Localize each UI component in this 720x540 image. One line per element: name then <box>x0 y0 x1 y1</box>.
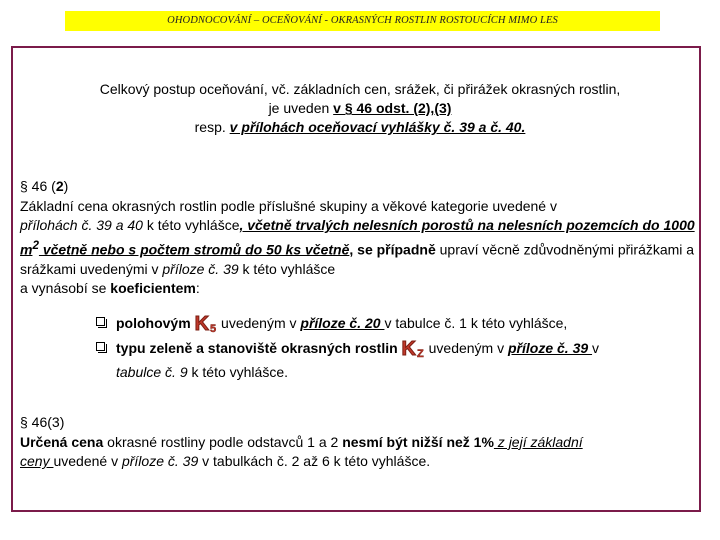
intro-text: , vč. základních cen, srážek, či přirážek okrasných rostlin, <box>263 81 621 97</box>
intro-text: Celkový postup oceňování <box>99 81 264 97</box>
annex-reference: přílohách č. 39 a 40 <box>20 217 143 233</box>
coefficient-label: koeficientem <box>110 280 196 297</box>
intro-annex-reference: v přílohách oceňovací vyhlášky č. 39 a č. 40. <box>229 119 526 135</box>
list-item <box>96 312 696 337</box>
section-text: uvedené v <box>53 453 122 469</box>
list-item-text: v tabulce č. 1 k této vyhlášce, <box>384 315 568 331</box>
section-text: okrasné rostliny podle odstavců 1 a 2 <box>103 433 343 450</box>
section-text: k této vyhlášce <box>238 260 336 277</box>
table-reference: tabulce č. 9 <box>116 364 188 380</box>
list-item <box>96 337 696 382</box>
section-text: : <box>195 280 200 297</box>
list-item-label: typu zeleně a stanoviště okrasných rostlin <box>116 340 398 356</box>
intro-text: je uveden <box>268 100 334 116</box>
checkbox-bullet-icon <box>96 312 105 332</box>
emphasis-text: nesmí být nižší než 1% <box>342 433 494 450</box>
emphasis-text: Určená cena <box>20 433 104 450</box>
section-text: Základní cena okrasných rostlin podle příslušné skupiny a věkové kategorie uvedené v <box>20 197 557 214</box>
section-text: v tabulkách č. 2 až 6 k této vyhlášce. <box>198 453 431 469</box>
section-46-2 <box>20 177 700 299</box>
section-text: věcně zdůvodněnými přirážkami a srážkami uvedenými v <box>20 241 695 277</box>
annex-reference: příloze č. 39 <box>508 340 593 356</box>
list-item-text: k této vyhlášce. <box>187 364 288 380</box>
intro-paragraph <box>30 80 690 137</box>
section-text: upraví <box>439 241 479 258</box>
section-heading: ) <box>63 178 69 194</box>
list-item-text: uvedeným v <box>217 315 301 331</box>
section-46-3 <box>20 413 700 472</box>
list-item-label: polohovým <box>116 315 191 331</box>
section-heading: § 46(3) <box>20 414 65 430</box>
section-heading: § 46 ( <box>20 178 56 194</box>
header-banner: OHODNOCOVÁNÍ – OCEŇOVÁNÍ - OKRASNÝCH ROSTLIN ROSTOUCÍCH MIMO LES <box>65 11 660 31</box>
superscript: 2 <box>32 238 39 252</box>
intro-reference: v § 46 odst. (2),(3) <box>333 100 452 116</box>
annex-reference: příloze č. 39 <box>121 453 199 469</box>
section-text: k této vyhlášce <box>142 217 240 233</box>
kz-coefficient-icon: $K_Z$ <box>401 338 425 360</box>
list-item-text: uvedeným v <box>424 340 508 356</box>
annex-reference: příloze č. 39 <box>162 260 239 277</box>
section-text: , se případně <box>349 241 436 258</box>
emphasis-text: , včetně trvalých nelesních porostů na nelesních pozemcích do 1000 m <box>20 217 695 258</box>
section-text: a vynásobí se <box>20 280 111 297</box>
annex-reference: příloze č. 20 <box>300 315 385 331</box>
section-text: z její základní <box>493 433 583 450</box>
intro-text: resp. <box>194 119 230 135</box>
section-heading-number: 2 <box>55 178 64 194</box>
section-text: ceny <box>20 453 54 469</box>
checkbox-bullet-icon <box>96 337 105 357</box>
k5-coefficient-icon: $K_5$ <box>194 313 218 335</box>
coefficient-list <box>96 312 696 382</box>
emphasis-text: včetně nebo s počtem stromů do 50 ks včetně <box>38 241 350 258</box>
list-item-text: v <box>592 340 600 356</box>
